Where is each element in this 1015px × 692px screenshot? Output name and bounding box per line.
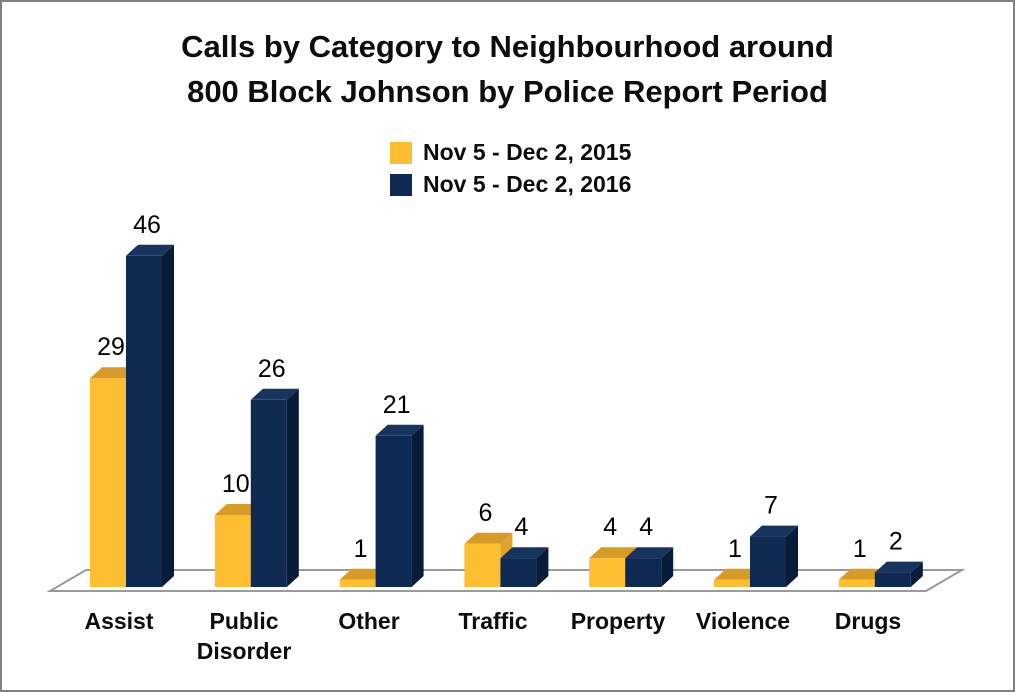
chart-title-line-2: 800 Block Johnson by Police Report Period xyxy=(187,74,828,109)
bar-value-label: 4 xyxy=(514,513,529,542)
category-label-property: Property xyxy=(570,608,666,634)
bar-value-label: 21 xyxy=(382,390,411,419)
bar-front-face xyxy=(126,256,162,587)
category-label-other: Other xyxy=(338,608,400,634)
category-label-public-disorder: Public Disorder xyxy=(196,608,292,664)
bar-value-label: 1 xyxy=(852,534,867,563)
bar-value-label: 7 xyxy=(764,491,778,520)
legend-label-2016: Nov 5 - Dec 2, 2016 xyxy=(423,171,632,197)
bar-side-face xyxy=(162,245,174,587)
bar-front-face xyxy=(589,558,625,587)
bar-front-face xyxy=(215,515,251,587)
bar-value-label: 6 xyxy=(478,498,493,527)
category-label-drugs: Drugs xyxy=(834,608,902,634)
bar-front-face xyxy=(251,400,287,587)
bar-front-face xyxy=(90,378,126,587)
bar-front-face xyxy=(714,580,750,587)
bar-front-face xyxy=(625,558,661,587)
bar-front-face xyxy=(750,537,786,587)
bar-value-label: 26 xyxy=(257,354,286,383)
bar-value-label: 4 xyxy=(639,513,654,542)
bar-front-face xyxy=(839,580,875,587)
bar-side-face xyxy=(287,389,299,587)
bar-front-face xyxy=(340,580,376,587)
bar-front-face xyxy=(500,558,536,587)
bar-front-face xyxy=(376,436,412,587)
bar-chart-svg xyxy=(2,2,1015,692)
category-label-assist: Assist xyxy=(84,608,154,634)
bar-value-label: 2 xyxy=(888,527,903,556)
bar-value-label: 1 xyxy=(728,534,742,563)
bar-value-label: 10 xyxy=(221,470,250,498)
bar-value-label: 29 xyxy=(97,333,125,362)
bar-side-face xyxy=(412,425,424,587)
category-label-traffic: Traffic xyxy=(458,608,528,634)
category-label-violence: Violence xyxy=(695,608,791,634)
bar-value-label: 1 xyxy=(353,534,368,563)
bar-front-face xyxy=(875,573,911,587)
chart-title-line-1: Calls by Category to Neighbourhood around xyxy=(181,29,834,64)
bar-value-label: 46 xyxy=(133,210,161,239)
bar-value-label: 4 xyxy=(603,513,618,542)
bar-front-face xyxy=(464,544,500,587)
legend-label-2015: Nov 5 - Dec 2, 2015 xyxy=(423,139,632,165)
